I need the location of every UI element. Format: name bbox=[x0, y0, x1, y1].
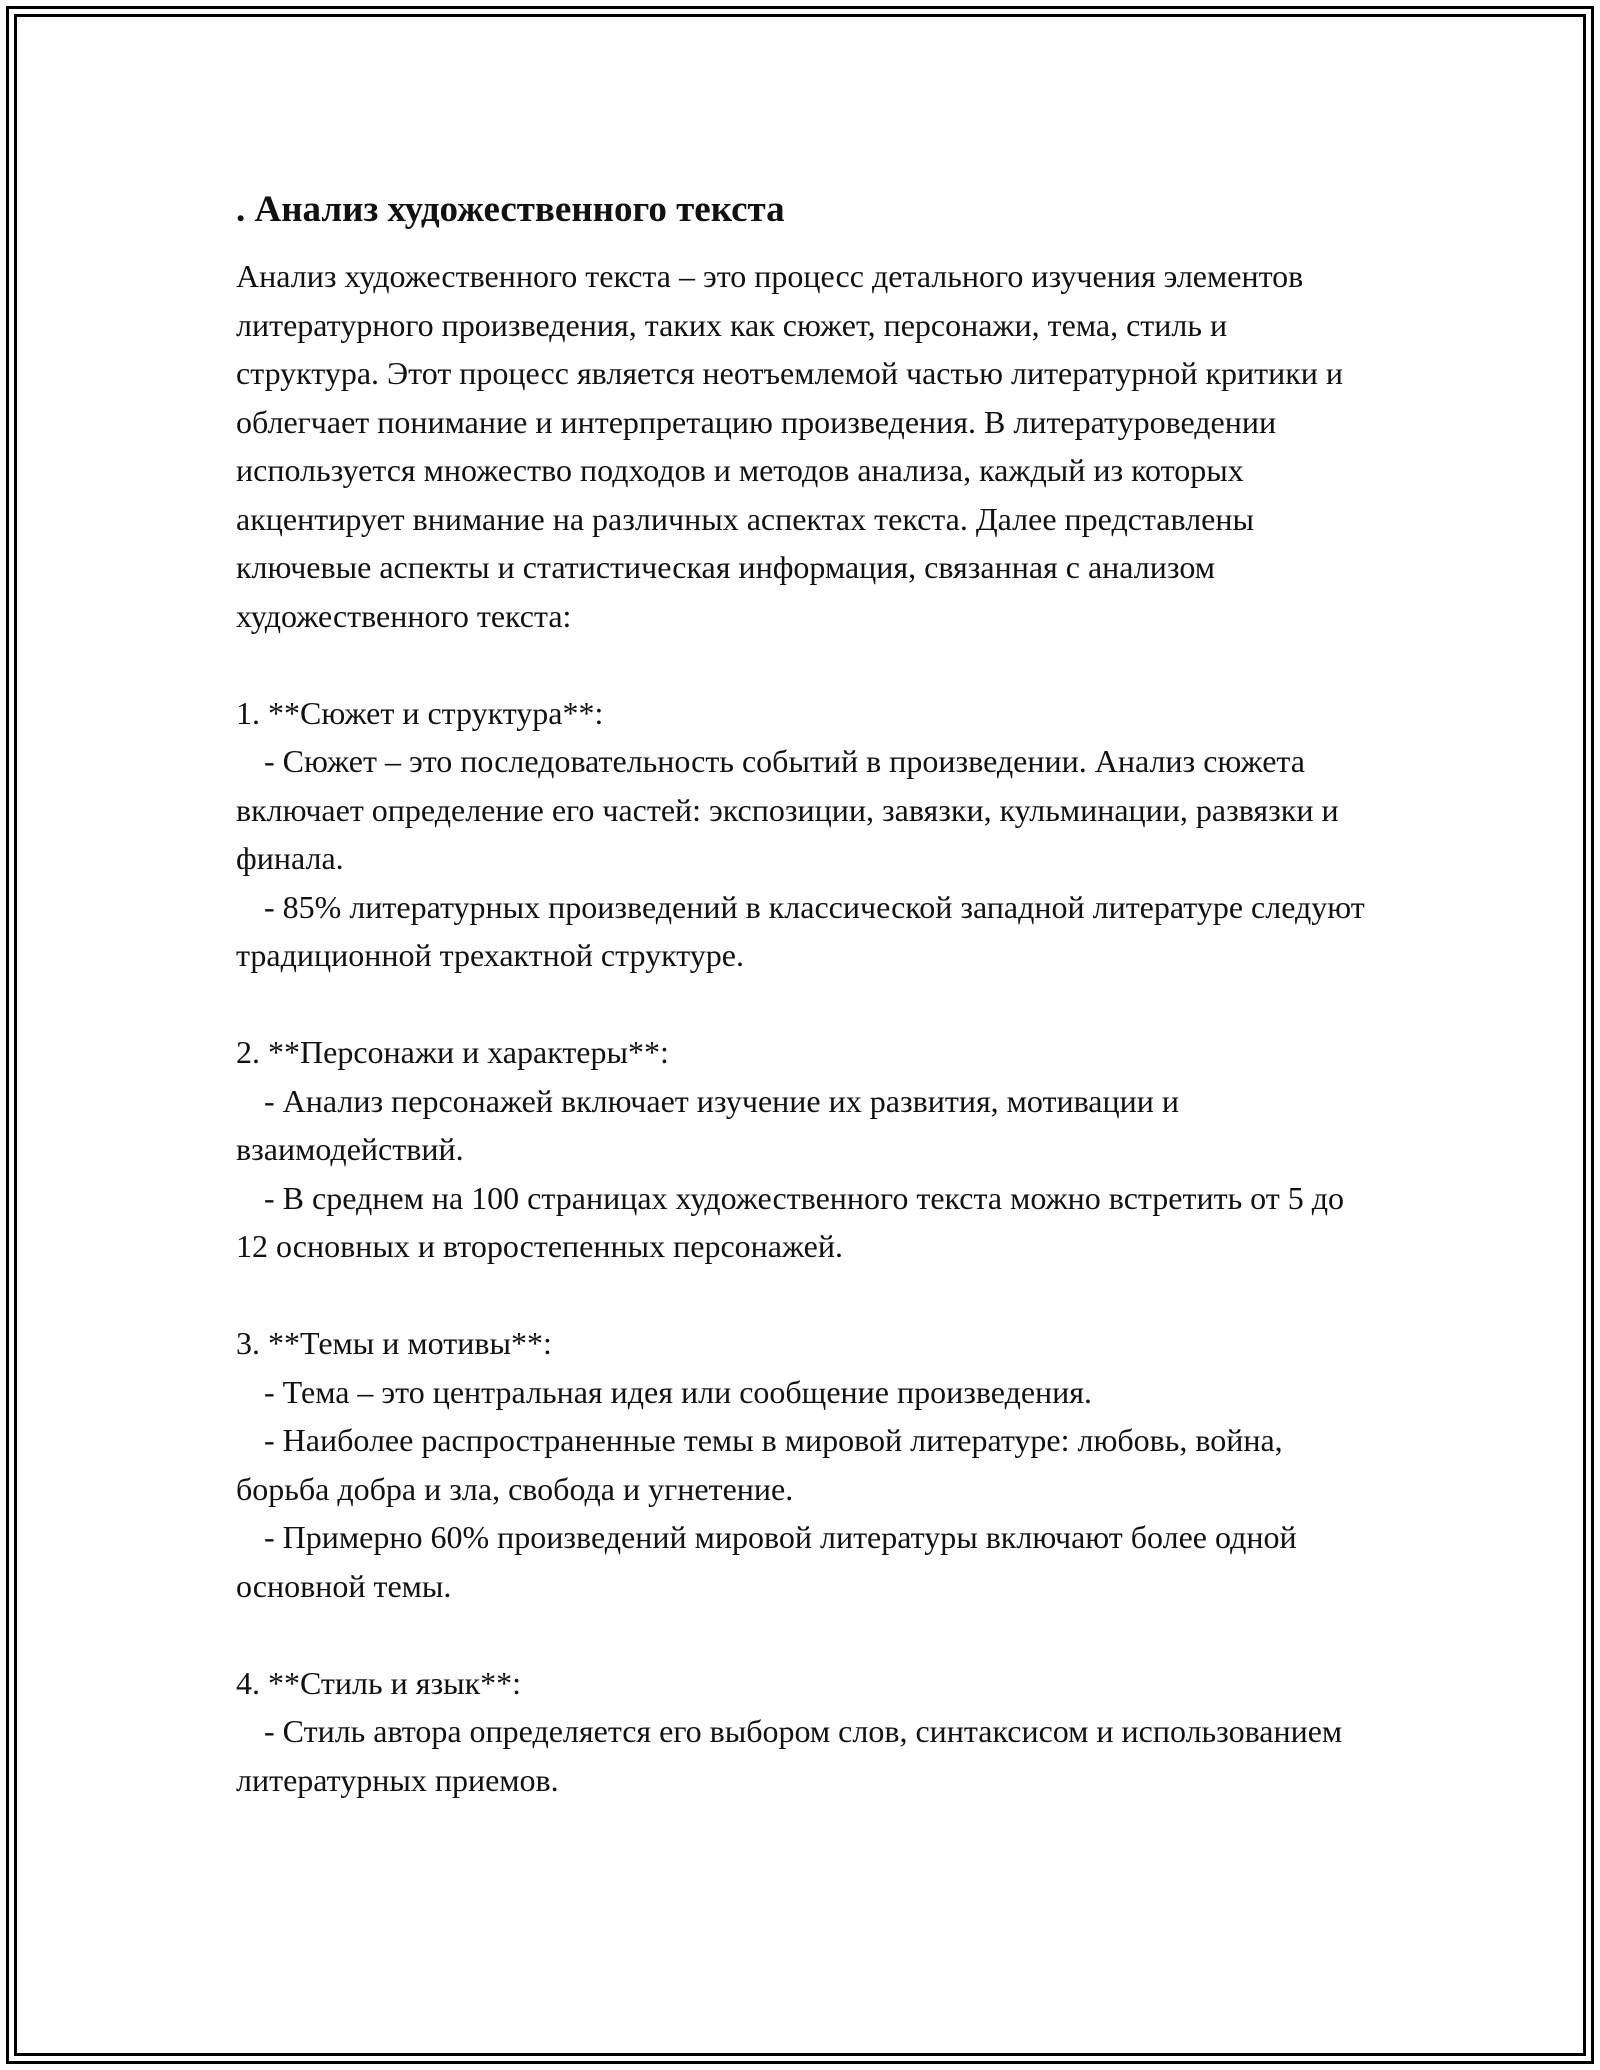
section-style-language bbox=[236, 1659, 1376, 1805]
bullet-item: - Примерно 60% произведений мировой литературы включают более одной основной темы. bbox=[236, 1519, 1297, 1604]
bullet-item: - Сюжет – это последовательность событий в произведении. Анализ сюжета включает определение его частей: экспозиции, завязки, кульминации, развязки и финала. bbox=[236, 743, 1339, 876]
section-themes-motifs bbox=[236, 1319, 1376, 1610]
section-heading: 4. **Стиль и язык**: bbox=[236, 1664, 522, 1701]
bullet-item: - Тема – это центральная идея или сообщение произведения. bbox=[264, 1373, 1093, 1410]
section-characters bbox=[236, 1028, 1376, 1271]
section-heading: 2. **Персонажи и характеры**: bbox=[236, 1034, 669, 1070]
intro-paragraph: Анализ художественного текста – это процесс детального изучения элементов литературного произведения, таких как сюжет, персонажи, тема, стиль и структура. Этот процесс является неотъемлемой частью литературной критики и облегчает понимание и интерпретацию произведения. В литературоведении используется множество подходов и методов анализа, каждый из которых акцентирует внимание на различных аспектах текста. Далее представлены ключевые аспекты и статистическая информация, связанная с анализом художественного текста: bbox=[236, 258, 1352, 634]
section-heading: 3. **Темы и мотивы**: bbox=[236, 1325, 552, 1361]
bullet-item: - Анализ персонажей включает изучение их развития, мотивации и взаимодействий. bbox=[236, 1082, 1179, 1167]
section-plot-structure bbox=[236, 689, 1376, 980]
bullet-item: - В среднем на 100 страницах художественного текста можно встретить от 5 до 12 основных и второстепенных персонажей. bbox=[236, 1179, 1344, 1264]
bullet-item: - Стиль автора определяется его выбором слов, синтаксисом и использованием литературных приемов. bbox=[236, 1713, 1343, 1798]
document-title: . Анализ художественного текста bbox=[236, 189, 785, 230]
bullet-item: - Наиболее распространенные темы в мировой литературе: любовь, война, борьба добра и зла, свобода и угнетение. bbox=[236, 1422, 1283, 1507]
bullet-item: - 85% литературных произведений в классической западной литературе следуют традиционной трехактной структуре. bbox=[236, 888, 1365, 973]
document-body bbox=[236, 180, 1376, 1804]
section-heading: 1. **Сюжет и структура**: bbox=[236, 694, 604, 731]
